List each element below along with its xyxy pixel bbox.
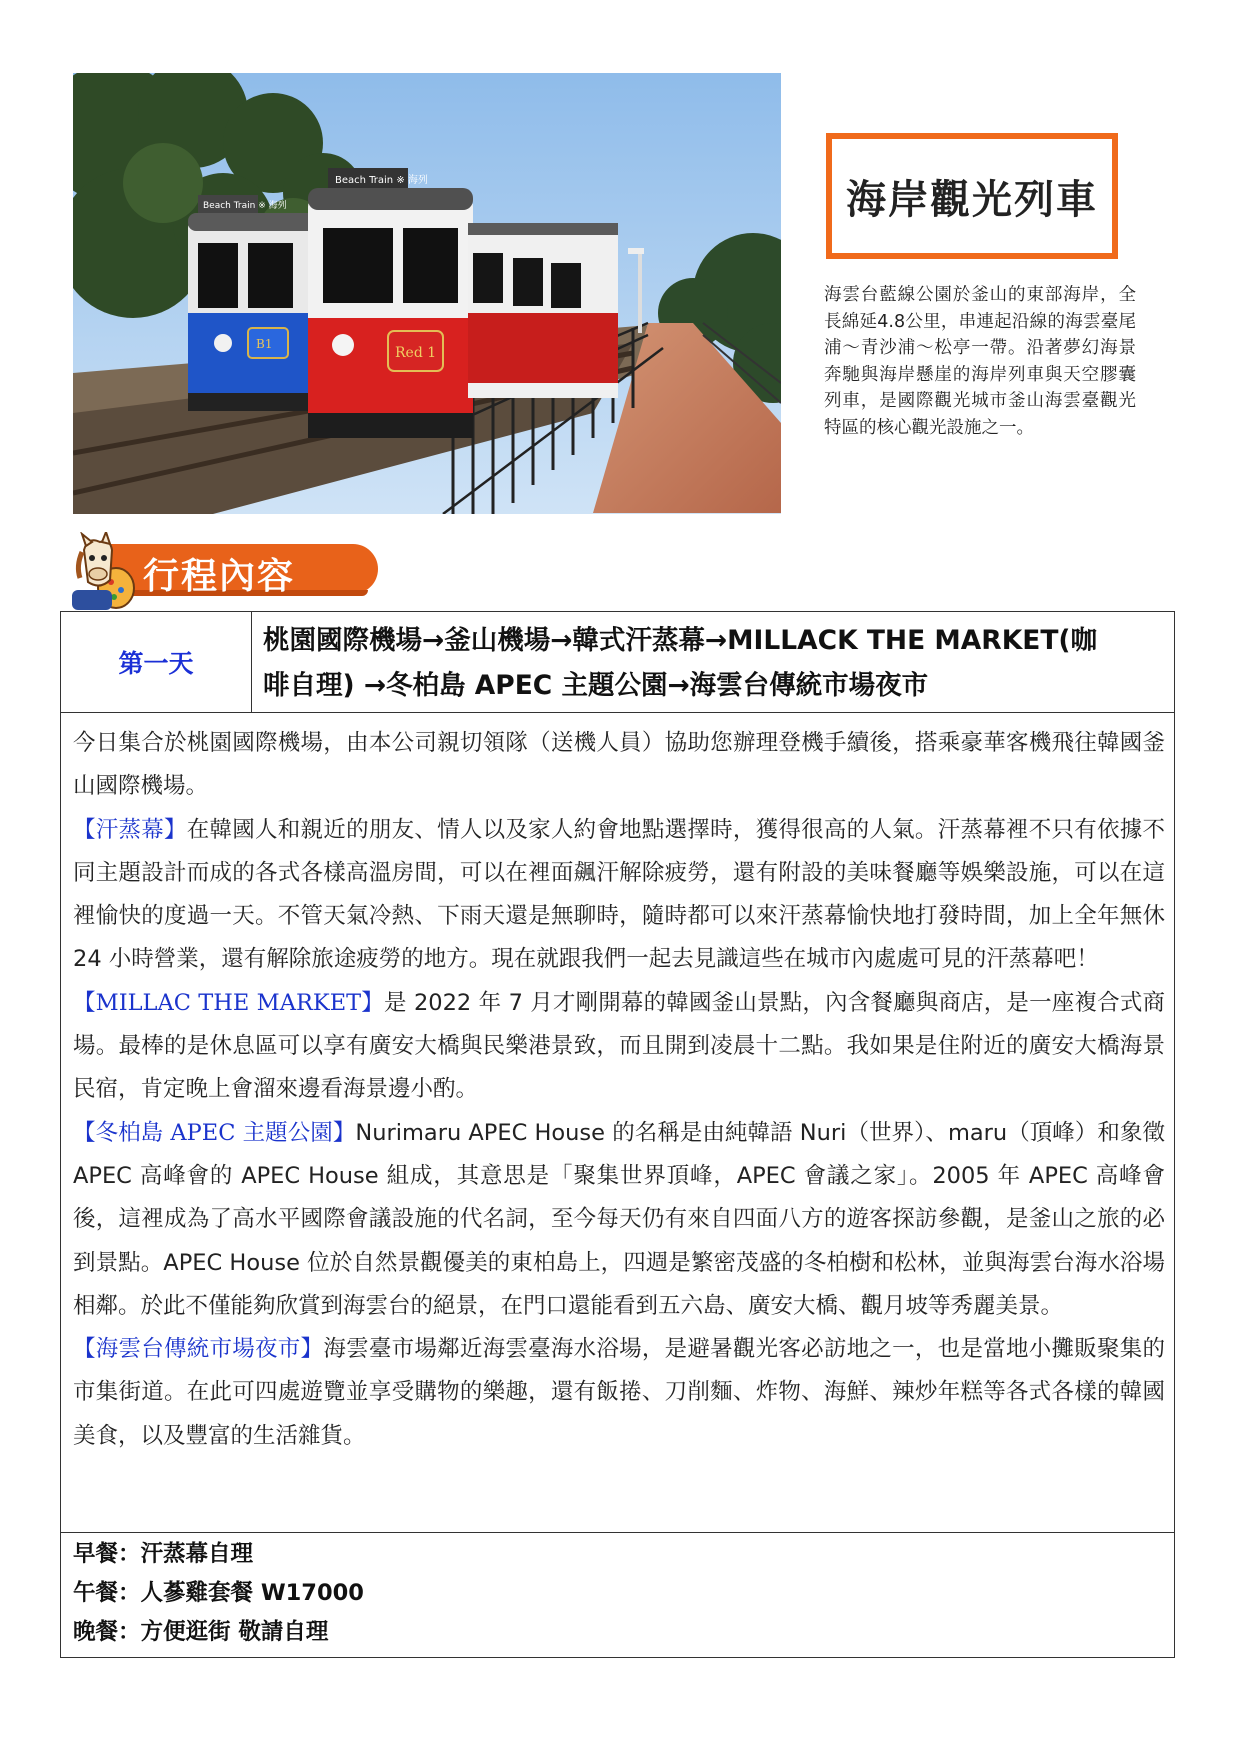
section-apec [73, 1112, 1165, 1328]
title-box-title: 海岸觀光列車 [846, 175, 1098, 223]
meal-breakfast: 早餐：汗蒸幕自理 [73, 1541, 254, 1567]
meals-row [61, 1532, 1174, 1658]
section-tag: 【MILLAC THE MARKET】 [73, 989, 384, 1016]
section-text: 是 2022 年 7 月才剛開幕的韓國釜山景點，內含餐廳與商店，是一座複合式商場。最棒的是休息區可以享有廣安大橋與民樂港景致，而且開到凌晨十二點。我如果是住附近的廣安大橋海景民宿，肯定晚上會溜來邊看海景邊小酌。 [73, 989, 1165, 1103]
blue-train-badge: B1 [256, 337, 273, 351]
beach-train-photo [73, 73, 781, 514]
section-text: Nurimaru APEC House 的名稱是由純韓語 Nuri（世界）、maru（頂峰）和象徵 APEC 高峰會的 APEC House 組成，其意思是「聚集世界頂峰，APEC 會議之家」。2005 年 APEC 高峰會後，這裡成為了高水平國際會議設施的代名詞，至今每天仍有來自四面八方的遊客探訪參觀，是釜山之旅的必到景點。APEC House 位於自然景觀優美的東柏島上，四週是繁密茂盛的冬柏樹和松林，並與海雲台海水浴場相鄰。於此不僅能夠欣賞到海雲台的絕景，在門口還能看到五六島、廣安大橋、觀月坡等秀麗美景。 [73, 1119, 1166, 1319]
red-train-badge: Red 1 [395, 345, 437, 361]
section-label: 行程內容 [143, 556, 296, 597]
route-line-2: 啡自理) →冬柏島 APEC 主題公園→海雲台傳統市場夜市 [263, 670, 929, 701]
section-tag: 【汗蒸幕】 [73, 816, 187, 843]
title-box [826, 133, 1118, 259]
section-text: 海雲臺市場鄰近海雲臺海水浴場，是避暑觀光客必訪地之一，也是當地小攤販聚集的市集街道。在此可四處遊覽並享受購物的樂趣，還有飯捲、刀削麵、炸物、海鮮、辣炒年糕等各式各樣的韓國美食，以及豐富的生活雜貨。 [73, 1336, 1165, 1449]
itinerary-header-row [61, 612, 1174, 713]
route-cell [263, 618, 1163, 708]
section-header [66, 532, 326, 612]
day-cell [61, 612, 252, 712]
intro-paragraph: 海雲台藍線公園於釜山的東部海岸，全長綿延4.8公里，串連起沿線的海雲臺尾浦～青沙浦～松亭一帶。沿著夢幻海景奔馳與海岸懸崖的海岸列車與天空膠囊列車，是國際觀光城市釜山海雲臺觀光特區的核心觀光設施之一。 [824, 285, 1136, 438]
itinerary-intro: 今日集合於桃園國際機場，由本公司親切領隊（送機人員）協助您辦理登機手續後，搭乘豪華客機飛往韓國釜山國際機場。 [73, 730, 1165, 800]
meal-lunch: 午餐：人蔘雞套餐 W17000 [73, 1580, 364, 1606]
section-tag: 【冬柏島 APEC 主題公園】 [73, 1119, 356, 1146]
meal-dinner: 晚餐：方便逛街 敬請自理 [73, 1619, 329, 1645]
section-sauna [73, 809, 1165, 982]
red-train-sign: Beach Train ※ 海列 [335, 175, 428, 186]
section-market [73, 1328, 1165, 1458]
itinerary-body [73, 722, 1165, 1458]
section-tag: 【海雲台傳統市場夜市】 [73, 1336, 324, 1363]
day-label: 第一天 [118, 649, 194, 678]
section-text: 在韓國人和親近的朋友、情人以及家人約會地點選擇時，獲得很高的人氣。汗蒸幕裡不只有依據不同主題設計而成的各式各樣高溫房間，可以在裡面飆汗解除疲勞，還有附設的美味餐廳等娛樂設施，可以在這裡愉快的度過一天。不管天氣冷熱、下雨天還是無聊時，隨時都可以來汗蒸幕愉快地打發時間，加上全年無休 24 小時營業，還有解除旅途疲勞的地方。現在就跟我們一起去見識這些在城市內處處可見的汗蒸幕吧！ [73, 816, 1165, 973]
section-millac [73, 982, 1165, 1112]
blue-train-sign: Beach Train ※ 海列 [203, 201, 287, 211]
route-line-1: 桃園國際機場→釜山機場→韓式汗蒸幕→MILLACK THE MARKET(咖 [263, 625, 1098, 656]
itinerary-table [60, 611, 1175, 1658]
horse-mascot-icon [66, 532, 136, 612]
